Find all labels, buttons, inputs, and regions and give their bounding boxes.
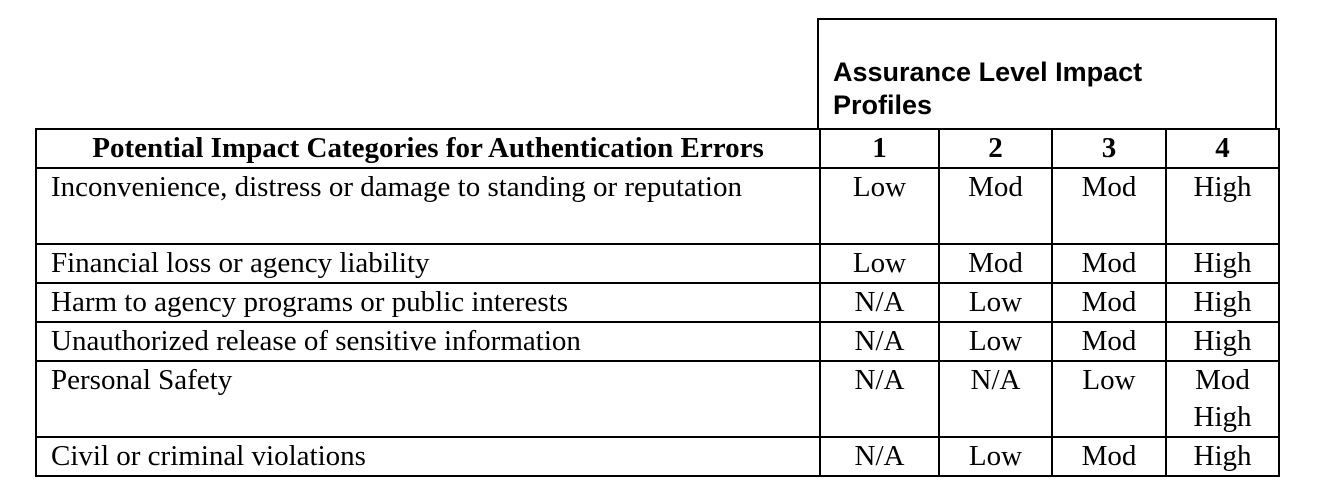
table-row — [36, 361, 1279, 437]
level-2-cell: Low — [939, 322, 1052, 361]
level-3-cell: Mod — [1052, 244, 1166, 283]
level-2-cell: Mod — [939, 244, 1052, 283]
level-4-cell: High — [1166, 437, 1279, 476]
table-row — [36, 244, 1279, 283]
level-2-cell: Low — [939, 283, 1052, 322]
assurance-level-profiles-title: Assurance Level Impact Profiles — [833, 57, 1143, 120]
level-1-header: 1 — [820, 129, 939, 168]
level-3-cell: Mod — [1052, 437, 1166, 476]
table-row — [36, 283, 1279, 322]
level-1-cell: Low — [820, 168, 939, 244]
level-2-header: 2 — [939, 129, 1052, 168]
level-4-cell: High — [1166, 283, 1279, 322]
level-3-cell: Mod — [1052, 322, 1166, 361]
impact-category-cell: Inconvenience, distress or damage to standing or reputation — [36, 168, 820, 244]
level-4-cell: High — [1166, 322, 1279, 361]
impact-category-cell: Personal Safety — [36, 361, 820, 437]
level-1-cell: N/A — [820, 361, 939, 437]
level-2-cell: Low — [939, 437, 1052, 476]
category-column-header: Potential Impact Categories for Authentication Errors — [36, 129, 820, 168]
table-row — [36, 168, 1279, 244]
table-row — [36, 322, 1279, 361]
level-3-header: 3 — [1052, 129, 1166, 168]
level-1-cell: N/A — [820, 437, 939, 476]
level-3-cell: Mod — [1052, 283, 1166, 322]
level-2-cell: Mod — [939, 168, 1052, 244]
level-4-cell — [1166, 361, 1279, 437]
level-4-cell: High — [1166, 168, 1279, 244]
impact-category-cell: Harm to agency programs or public interests — [36, 283, 820, 322]
impact-profile-table — [35, 128, 1280, 477]
impact-category-cell: Financial loss or agency liability — [36, 244, 820, 283]
table-row — [36, 437, 1279, 476]
level-value-line: Mod — [1195, 364, 1250, 396]
level-value-line: High — [1193, 401, 1252, 433]
level-1-cell: N/A — [820, 322, 939, 361]
assurance-level-profiles-header-box — [817, 18, 1277, 128]
level-1-cell: N/A — [820, 283, 939, 322]
table-body — [36, 168, 1279, 476]
level-4-header: 4 — [1166, 129, 1279, 168]
table-header-row — [36, 129, 1279, 168]
level-2-cell: N/A — [939, 361, 1052, 437]
level-3-cell: Low — [1052, 361, 1166, 437]
impact-category-cell: Unauthorized release of sensitive information — [36, 322, 820, 361]
impact-category-cell: Civil or criminal violations — [36, 437, 820, 476]
level-4-cell: High — [1166, 244, 1279, 283]
level-1-cell: Low — [820, 244, 939, 283]
level-3-cell: Mod — [1052, 168, 1166, 244]
